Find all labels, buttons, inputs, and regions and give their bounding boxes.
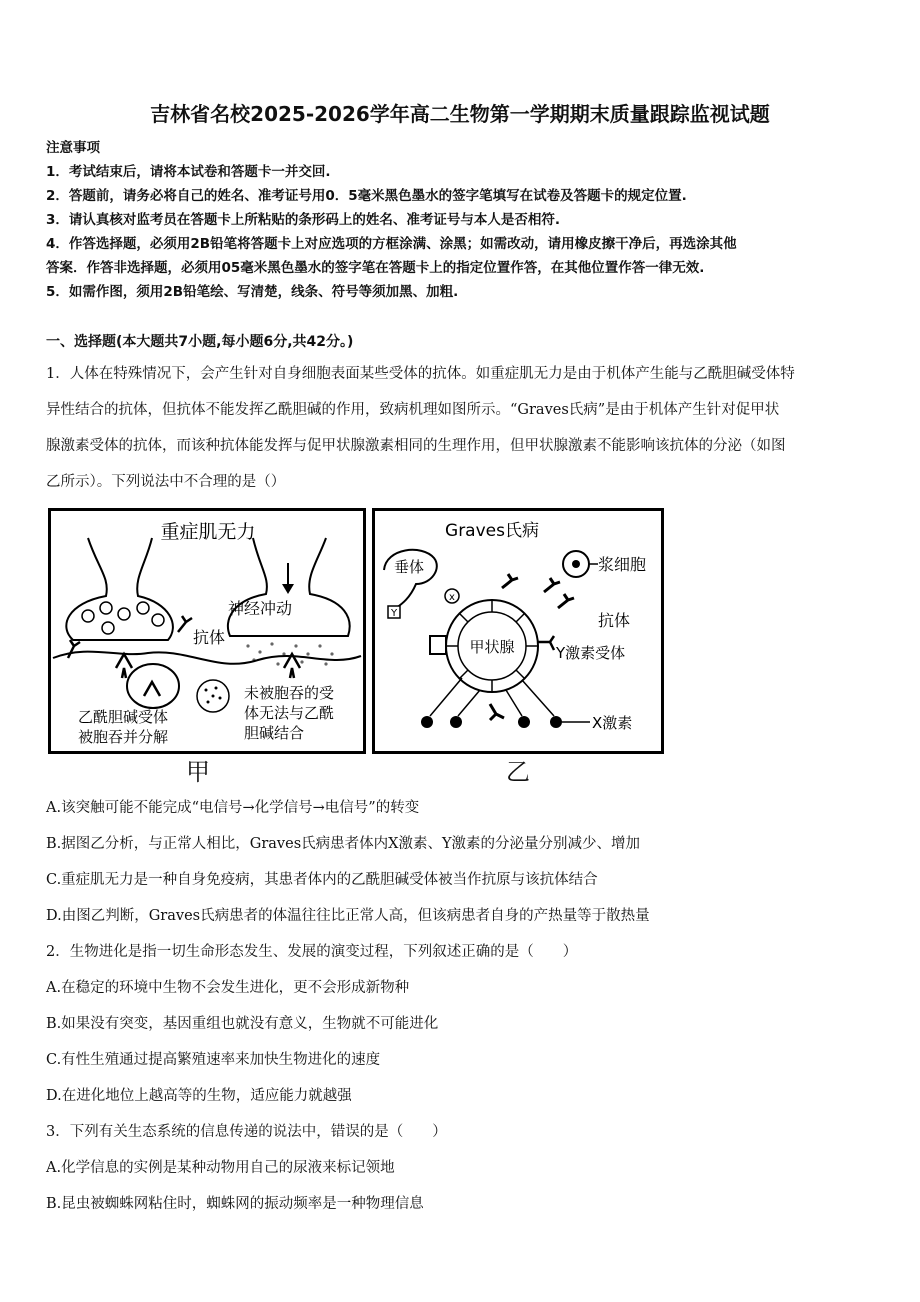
jia-left-note: 被胞吞并分解 bbox=[78, 728, 169, 746]
q1-option-c: C.重症肌无力是一种自身免疫病，其患者体内的乙酰胆碱受体被当作抗原与该抗体结合 bbox=[46, 872, 598, 888]
notice-item: 答案．作答非选择题，必须用05毫米黑色墨水的签字笔在答题卡上的指定位置作答，在其他位置作答一律无效. bbox=[46, 260, 705, 276]
figure-yi bbox=[372, 508, 664, 758]
x-hormone-label: X激素 bbox=[592, 714, 633, 732]
nerve-impulse-label: 神经冲动 bbox=[228, 599, 293, 618]
q1-option-d: D.由图乙判断，Graves氏病患者的体温往往比正常人高，但该病患者自身的产热量等于散热量 bbox=[46, 908, 650, 924]
q3-option-a: A.化学信息的实例是某种动物用自己的尿液来标记领地 bbox=[46, 1160, 395, 1176]
q3-stem: 3．下列有关生态系统的信息传递的说法中，错误的是（ ） bbox=[46, 1124, 447, 1140]
q1-stem-line: 乙所示）。下列说法中不合理的是（） bbox=[46, 474, 286, 490]
thyroid-label: 甲状腺 bbox=[469, 638, 515, 656]
svg-text:x: x bbox=[449, 592, 455, 603]
notice-item: 1．考试结束后，请将本试卷和答题卡一并交回. bbox=[46, 164, 331, 180]
notice-item: 4．作答选择题，必须用2B铅笔将答题卡上对应选项的方框涂满、涂黑；如需改动，请用橡皮擦干净后，再选涂其他 bbox=[46, 236, 737, 252]
q2-option-b: B.如果没有突变，基因重组也就没有意义，生物就不可能进化 bbox=[46, 1016, 439, 1032]
exam-title: 吉林省名校2025-2026学年高二生物第一学期期末质量跟踪监视试题 bbox=[150, 102, 770, 126]
q2-option-a: A.在稳定的环境中生物不会发生进化，更不会形成新物种 bbox=[46, 980, 410, 996]
figure-jia-title: 重症肌无力 bbox=[160, 521, 256, 543]
q1-stem-line: 异性结合的抗体，但抗体不能发挥乙酰胆碱的作用，致病机理如图所示。“Graves氏病”是由于机体产生针对促甲状 bbox=[46, 402, 780, 418]
notice-item: 2．答题前，请务必将自己的姓名、准考证号用0．5毫米黑色墨水的签字笔填写在试卷及答题卡的规定位置. bbox=[46, 188, 687, 204]
q2-option-d: D.在进化地位上越高等的生物，适应能力就越强 bbox=[46, 1088, 352, 1104]
pituitary-label: 垂体 bbox=[394, 558, 425, 576]
figure-yi-label: 乙 bbox=[506, 758, 530, 786]
figure-jia-label: 甲 bbox=[186, 758, 210, 786]
q2-option-c: C.有性生殖通过提高繁殖速率来加快生物进化的速度 bbox=[46, 1052, 381, 1068]
antibody-label-jia: 抗体 bbox=[193, 628, 226, 647]
jia-right-note: 未被胞吞的受 bbox=[244, 684, 335, 702]
q3-option-b: B.昆虫被蜘蛛网粘住时，蜘蛛网的振动频率是一种物理信息 bbox=[46, 1196, 424, 1212]
y-hormone-mark: Y bbox=[390, 608, 398, 619]
figure-yi-title: Graves氏病 bbox=[445, 521, 539, 541]
q1-stem-line: 腺激素受体的抗体，而该种抗体能发挥与促甲状腺激素相同的生理作用，但甲状腺激素不能影响该抗体的分泌（如图 bbox=[46, 438, 786, 454]
jia-left-note: 乙酰胆碱受体 bbox=[78, 708, 169, 726]
jia-right-note: 胆碱结合 bbox=[244, 724, 305, 742]
y-receptor-label: Y激素受体 bbox=[556, 644, 626, 662]
notice-item: 5．如需作图，须用2B铅笔绘、写清楚，线条、符号等须加黑、加粗. bbox=[46, 284, 459, 300]
jia-right-note: 体无法与乙酰 bbox=[244, 704, 335, 722]
notice-block bbox=[46, 136, 886, 304]
q2-stem: 2．生物进化是指一切生命形态发生、发展的演变过程，下列叙述正确的是（ ） bbox=[46, 944, 578, 960]
notice-heading: 注意事项 bbox=[46, 140, 100, 156]
figure-jia bbox=[48, 508, 366, 758]
q1-option-b: B.据图乙分析，与正常人相比，Graves氏病患者体内X激素、Y激素的分泌量分别减少、增加 bbox=[46, 836, 641, 852]
plasma-cell-label: 浆细胞 bbox=[598, 555, 647, 574]
notice-item: 3．请认真核对监考员在答题卡上所粘贴的条形码上的姓名、准考证号与本人是否相符. bbox=[46, 212, 561, 228]
q1-stem-line: 1．人体在特殊情况下，会产生针对自身细胞表面某些受体的抗体。如重症肌无力是由于机体产生能与乙酰胆碱受体特 bbox=[46, 366, 795, 382]
q1-option-a: A.该突触可能不能完成“电信号→化学信号→电信号”的转变 bbox=[46, 800, 420, 816]
antibody-label-yi: 抗体 bbox=[598, 611, 631, 630]
section-heading: 一、选择题(本大题共7小题,每小题6分,共42分。) bbox=[46, 334, 354, 350]
